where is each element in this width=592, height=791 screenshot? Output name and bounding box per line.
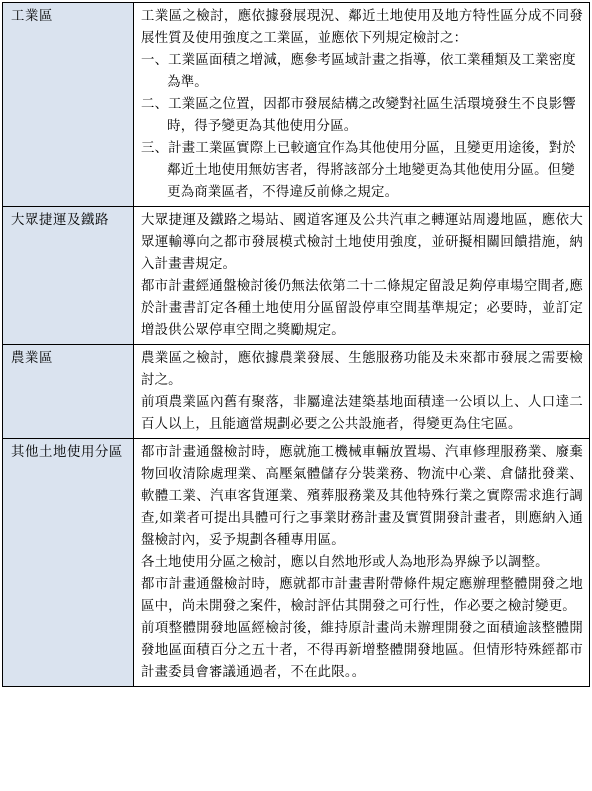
paragraph: 都市計畫通盤檢討時，應就都市計畫書附帶條件規定應辦理整體開發之地區中，尚未開發之案件，檢討評估其開發之可行性，作必要之檢討變更。 [141, 577, 583, 614]
row-label-other-zones: 其他土地使用分區 [3, 439, 134, 687]
table-row-industrial [3, 3, 590, 207]
paragraph: 前項農業區內舊有聚落，非屬違法建築基地面積達一公頃以上、人口達二百人以上，且能適當規劃必要之公共設施者，得變更為住宅區。 [141, 395, 583, 432]
row-content-transit [134, 207, 590, 345]
regulation-table [2, 2, 590, 687]
paragraph: 前項整體開發地區經檢討後，維持原計畫尚未辦理開發之面積逾該整體開發地區面積百分之五十者，不得再新增整體開發地區。但情形特殊經都市計畫委員會審議通過者，不在此限。。 [141, 621, 583, 680]
table-row-agricultural [3, 345, 590, 439]
table-row-other-zones [3, 439, 590, 687]
row-label-agricultural: 農業區 [3, 345, 134, 439]
paragraph: 大眾捷運及鐵路之場站、國道客運及公共汽車之轉運站周邊地區，應依大眾運輸導向之都市發展模式檢討土地使用強度，並研擬相關回饋措施，納入計畫書規定。 [141, 213, 583, 272]
list-item: 三、計畫工業區實際上已較適宜作為其他使用分區，且變更用途後，對於鄰近土地使用無妨害者，得將該部分土地變更為其他使用分區。但變更為商業區者，不得違反前條之規定。 [141, 141, 576, 200]
table-row-transit [3, 207, 590, 345]
list-item: 二、工業區之位置，因都市發展結構之改變對社區生活環境發生不良影響時，得予變更為其他使用分區。 [141, 97, 576, 134]
row-content-agricultural [134, 345, 590, 439]
paragraph: 都市計畫通盤檢討時，應就施工機械車輛放置場、汽車修理服務業、廢棄物回收清除處理業、高壓氣體儲存分裝業務、物流中心業、倉儲批發業、軟體工業、汽車客貨運業、殯葬服務業及其他特殊行業之實際需求進行調查,如業者可提出具體可行之事業財務計畫及實質開發計畫者，則應納入通盤檢討內，妥予規劃各種專用區。 [141, 445, 583, 548]
paragraph: 農業區之檢討，應依據農業發展、生態服務功能及未來都市發展之需要檢討之。 [141, 351, 583, 388]
paragraph: 都市計畫經通盤檢討後仍無法依第二十二條規定留設足夠停車場空間者,應於計畫書訂定各種土地使用分區留設停車空間基準規定；必要時，並訂定增設供公眾停車空間之獎勵規定。 [141, 279, 583, 338]
paragraph: 工業區之檢討，應依據發展現況、鄰近土地使用及地方特性區分成不同發展性質及使用強度之工業區，並應依下列規定檢討之： [141, 9, 583, 46]
paragraph: 各土地使用分區之檢討，應以自然地形或人為地形為界線予以調整。 [141, 555, 549, 570]
row-label-industrial: 工業區 [3, 3, 134, 207]
row-content-other-zones [134, 439, 590, 687]
row-label-transit: 大眾捷運及鐵路 [3, 207, 134, 345]
row-content-industrial [134, 3, 590, 207]
list-item: 一、工業區面積之增減，應參考區域計畫之指導，依工業種類及工業密度為準。 [141, 53, 576, 90]
